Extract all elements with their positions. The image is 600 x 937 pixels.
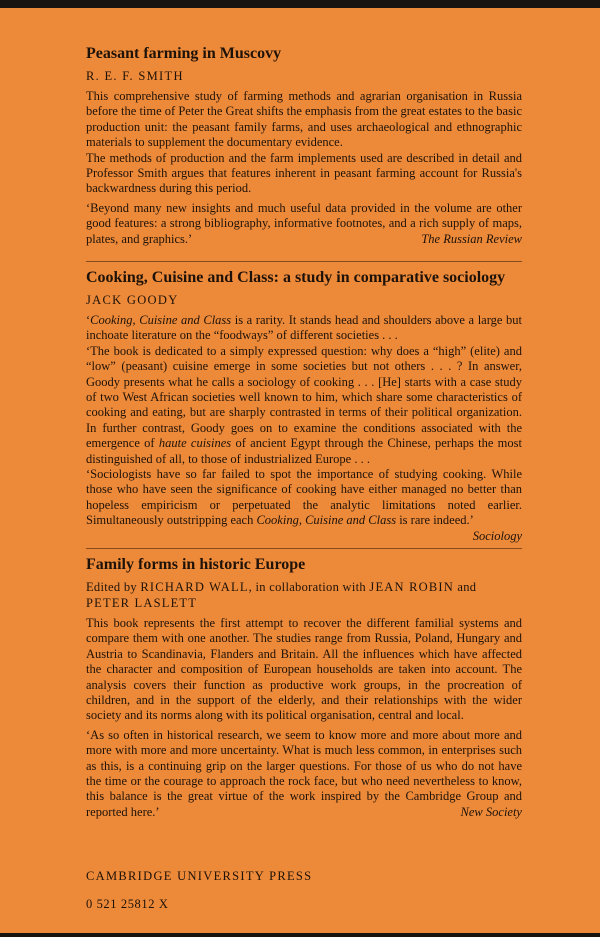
isbn: 0 521 25812 X (86, 897, 169, 911)
book-title: Peasant farming in Muscovy (86, 45, 282, 62)
publisher-name: CAMBRIDGE UNIVERSITY PRESS (86, 869, 313, 883)
book-entry-peasant-farming (86, 44, 522, 247)
book-editors: Edited by RICHARD WALL, in collaboration with JEAN ROBIN and PETER LASLETT (86, 580, 477, 610)
book-description: This comprehensive study of farming methods and agrarian organisation in Russia before the time of Peter the Great shifts the emphasis from the great estates to the basic production unit: the peasant family farms, and uses archaeological and ethnographic materials to supplement the documentary evidence. (86, 89, 522, 150)
review-quote: ‘Sociologists have so far failed to spot the importance of studying cooking. While those who have seen the significance of cooking have either managed no better than hopeless empiricism or perpetuated the analytic limitations noted earlier. Simultaneously outstripping each Cooking, Cuisine and Class is rare indeed.’ Sociology (86, 467, 522, 543)
review-source: New Society (460, 804, 522, 819)
review-quote-text: ‘Beyond many new insights and much useful data provided in the volume are other good features: a strong bibliography, informative footnotes, and a rich supply of maps, plates, and graphics.’ (86, 200, 522, 246)
book-description: This book represents the first attempt to recover the different familial systems and compare them with one another. The studies range from Russia, Poland, Hungary and Austria to Scandinavia, Flanders and Britain. All the influences which have affected the character and composition of European households are taken into account. The analysis covers their function as productive work groups, in the procreation of children, and in the support of the elderly, and their relationships with the wider society and its norms along with its political organisation, central and local. (86, 616, 522, 723)
book-author: JACK GOODY (86, 293, 179, 307)
book-entry-cooking-cuisine (86, 268, 522, 544)
book-title-italic: Cooking, Cuisine and Class (90, 313, 232, 327)
book-back-cover (0, 8, 600, 933)
book-title: Cooking, Cuisine and Class: a study in comparative sociology (86, 269, 506, 286)
section-divider (86, 548, 522, 549)
review-quote-text: ‘As so often in historical research, we seem to know more and more about more and more with more and more uncertainty. What is much less common, in enterprises such as this, is a continuing grip on the larger questions. For those of us who do not have the time or the courage to approach the rock face, but who need nevertheless to know, this balance is the great virtue of the work inspired by the Cambridge Group and reported here.’ (86, 727, 522, 819)
book-author: R. E. F. SMITH (86, 69, 184, 83)
review-quote (86, 728, 522, 820)
review-quote: ‘Cooking, Cuisine and Class is a rarity. It stands head and shoulders above a large but inchoate literature on the “foodways” of different societies . . . (86, 313, 523, 343)
review-quote (86, 201, 522, 247)
review-source: The Russian Review (421, 231, 522, 246)
review-source: Sociology (472, 528, 522, 543)
book-entry-family-forms (86, 555, 522, 820)
book-title: Family forms in historic Europe (86, 556, 306, 573)
book-description: The methods of production and the farm implements used are described in detail and Professor Smith argues that features inherent in peasant farming account for Russia's backwardness during this period. (86, 150, 522, 196)
section-divider (86, 261, 522, 262)
review-quote: ‘The book is dedicated to a simply expressed question: why does a “high” (elite) and “low” (peasant) cuisine emerge in some societies but not others . . . ? In answer, Goody presents what he calls a sociology of cooking . . . [He] starts with a case study of two West African societies well known to him, which share some characteristics of cooking and eating, but are sharply contrasted in terms of their political organization. In further contrast, Goody goes on to examine the conditions associated with the emergence of haute cuisines of ancient Egypt through the Chinese, perhaps the most distinguished of all, to those of industrialized Europe . . . (86, 343, 522, 466)
